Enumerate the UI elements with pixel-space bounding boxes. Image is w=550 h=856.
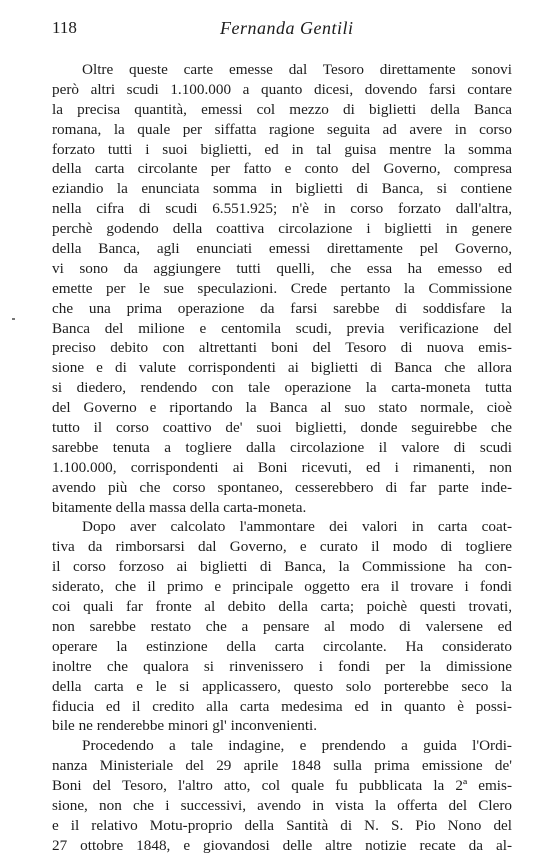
text-line: e il relativo Motu-proprio della Santità di N. S. Pio Nono del xyxy=(52,816,512,834)
text-line: il corso forzoso ai biglietti di Banca, la Commissione ha con- xyxy=(52,558,512,576)
text-line: Banca del milione e centomila scudi, previa verificazione del xyxy=(52,319,512,337)
text-line: tutto il corso coattivo de' suoi biglietti, donde seguirebbe che xyxy=(52,419,512,437)
text-line: nella cifra di scudi 6.551.925; n'è in corso forzato dall'altra, xyxy=(52,200,512,218)
text-line: inoltre che qualora si rinvenissero i fondi per la dimissione xyxy=(52,657,512,675)
text-line: siderato, che il primo e principale oggetto era il trovare i fondi xyxy=(52,578,512,596)
text-line: non sarebbe restato che a pensare al modo di valersene ed xyxy=(52,617,512,635)
body-text xyxy=(52,60,512,856)
text-line: della carta e le si applicassero, questo solo porterebbe seco la xyxy=(52,677,512,695)
text-line: della Banca, agli enunciati emessi direttamente pel Governo, xyxy=(52,240,512,258)
text-line: emette per le sue speculazioni. Crede pertanto la Commissione xyxy=(52,279,512,297)
text-line: la precisa quantità, emessi col mezzo di biglietti della Banca xyxy=(52,100,512,118)
text-line: che una prima operazione da farsi sarebbe di soddisfare la xyxy=(52,299,512,317)
text-line: tiva da rimborsarsi dal Governo, e curato il modo di togliere xyxy=(52,538,512,556)
text-line: preciso debito con altrettanti boni del Tesoro di nuova emis- xyxy=(52,339,512,357)
print-speck xyxy=(12,318,15,320)
text-line: della carta circolante per fatto e conto del Governo, compresa xyxy=(52,160,512,178)
text-line: perchè godendo della coattiva circolazione i biglietti in genere xyxy=(52,220,512,238)
text-line: però altri scudi 1.100.000 a quanto dicesi, dovendo farsi contare xyxy=(52,80,512,98)
text-line: Procedendo a tale indagine, e prendendo a guida l'Ordi- xyxy=(82,737,512,755)
page-header xyxy=(52,14,520,40)
text-line: 27 ottobre 1848, e giovandosi delle altre notizie recate da al- xyxy=(52,836,512,854)
page-number: 118 xyxy=(52,18,77,37)
text-line: coi quali far fronte al debito della carta; poichè questi trovati, xyxy=(52,598,512,616)
text-line: avendo più che corso spontaneo, cesserebbero di far parte inde- xyxy=(52,478,512,496)
text-line: eziandio la enunciata somma in biglietti di Banca, si contiene xyxy=(52,180,512,198)
text-line: Oltre queste carte emesse dal Tesoro direttamente sonovi xyxy=(82,61,512,78)
text-line: bitamente della massa della carta-moneta. xyxy=(52,498,307,516)
text-line: Dopo aver calcolato l'ammontare dei valori in carta coat- xyxy=(82,518,512,536)
text-line: sarebbe tenuta a togliere dalla circolazione il valore di scudi xyxy=(52,438,512,456)
text-line: sione e di valute corrispondenti ai biglietti di Banca che allora xyxy=(52,359,512,377)
text-line: sione, non che i successivi, avendo in vista la offerta del Clero xyxy=(52,796,512,814)
text-line: fiducia ed il credito alla carta medesima ed in quanto è possi- xyxy=(52,697,512,715)
text-line: si diedero, rendendo con tale operazione la carta-moneta tutta xyxy=(52,379,512,397)
text-line: nanza Ministeriale del 29 aprile 1848 sulla prima emissione de' xyxy=(52,757,512,775)
text-line: romana, la quale per siffatta ragione seguita ad avere in corso xyxy=(52,120,512,138)
text-line: operare la estinzione della carta circolante. Ha considerato xyxy=(52,637,512,655)
text-line: 1.100.000, corrispondenti ai Boni ricevuti, ed i rimanenti, non xyxy=(52,458,512,476)
text-line: forzato tutti i suoi biglietti, ed in tal guisa mentre la somma xyxy=(52,140,512,158)
text-line: Boni del Tesoro, l'altro atto, col quale fu pubblicata la 2ª emis- xyxy=(52,777,512,795)
text-line: vi sono da aggiungere tutti quelli, che essa ha emesso ed xyxy=(52,259,512,277)
text-line: del Governo e riportando la Banca al suo stato normale, cioè xyxy=(52,399,512,417)
text-line: bile ne renderebbe minori gl' inconvenienti. xyxy=(52,717,318,735)
running-head: Fernanda Gentili xyxy=(220,18,354,38)
